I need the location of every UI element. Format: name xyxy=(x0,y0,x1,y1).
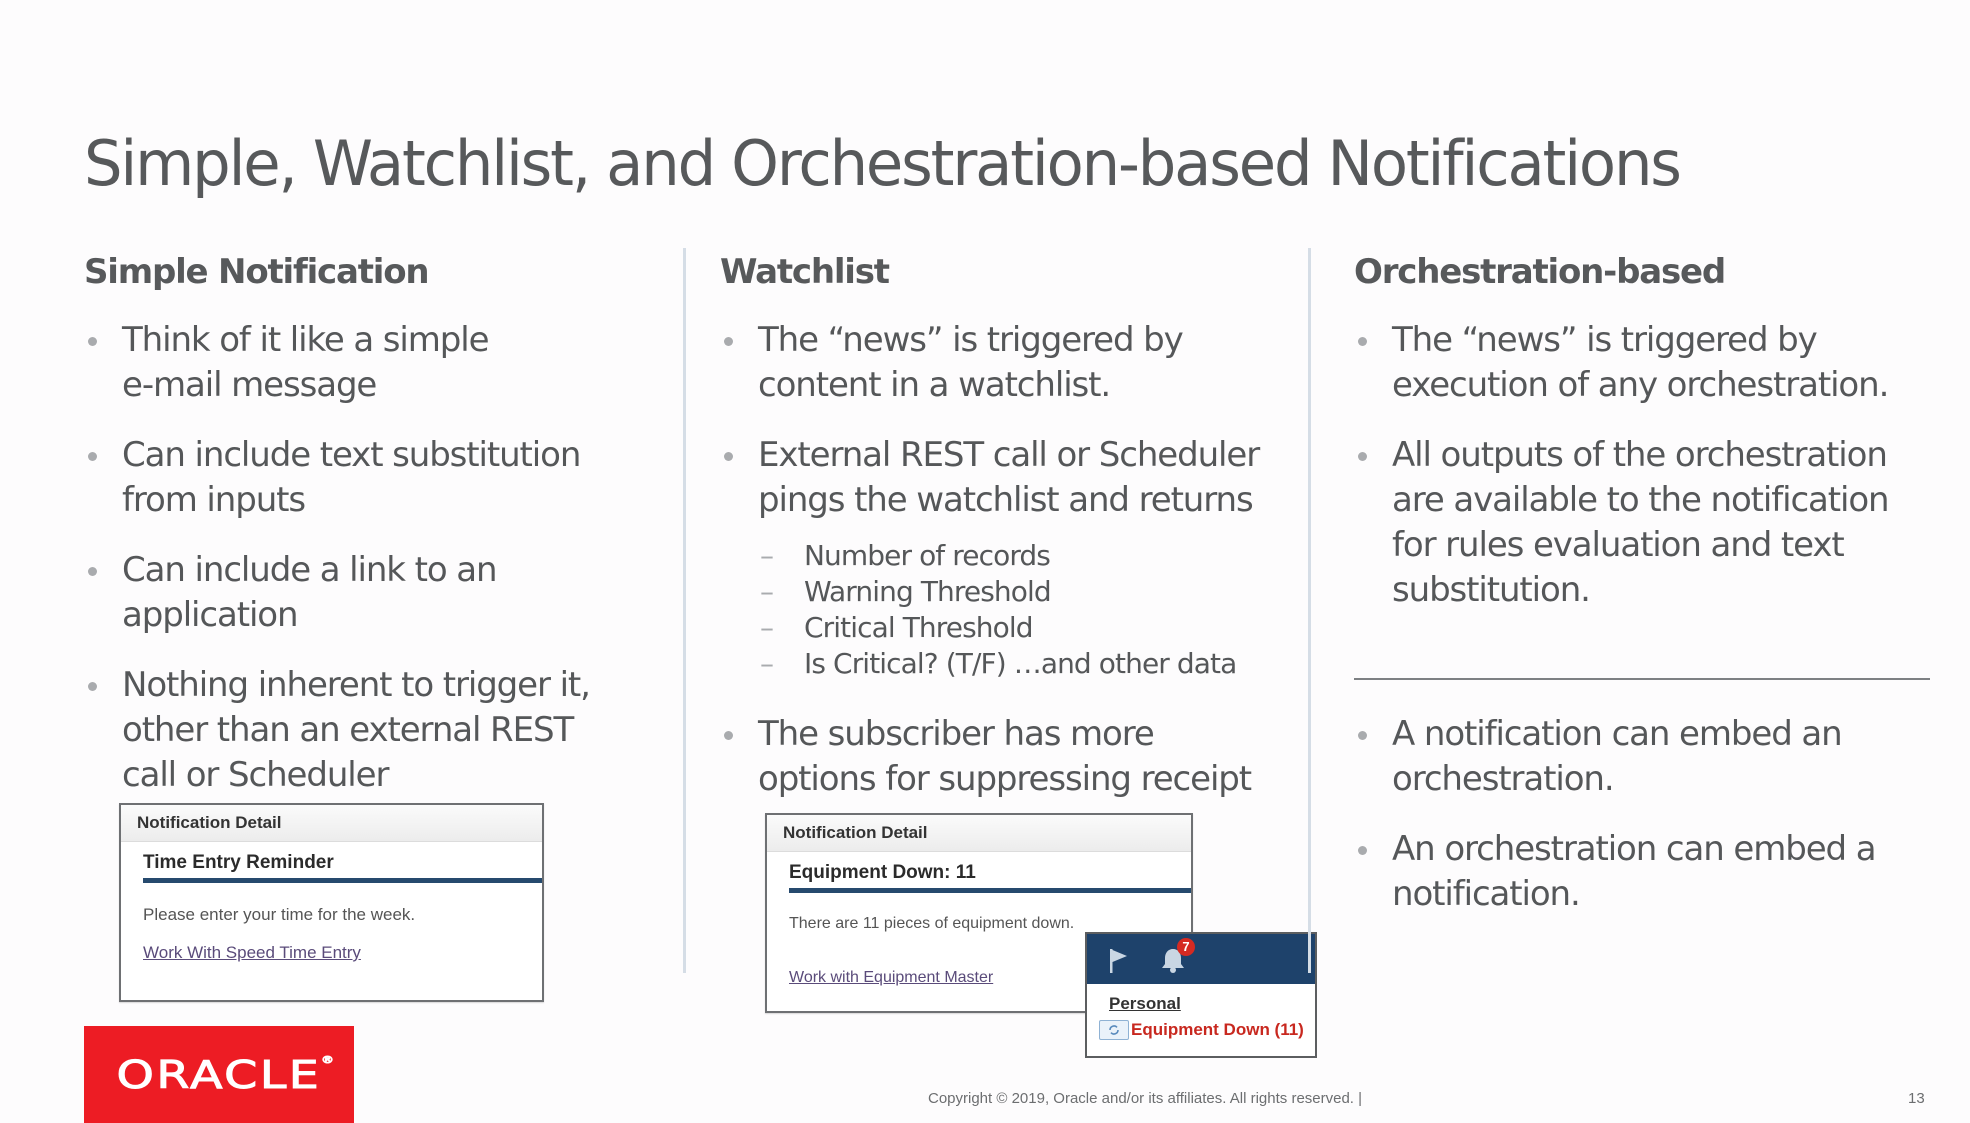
notification-detail-time-entry xyxy=(119,803,544,1002)
bullet-item xyxy=(720,433,1300,523)
bullet-line: are available to the notification xyxy=(1392,480,1889,520)
flag-icon[interactable] xyxy=(1109,948,1129,979)
column-heading-simple: Simple Notification xyxy=(84,252,429,292)
bullet-item xyxy=(84,548,664,638)
bullet-item xyxy=(84,318,664,408)
bullet-line: External REST call or Scheduler xyxy=(758,435,1260,475)
work-with-equipment-master-link[interactable]: Work with Equipment Master xyxy=(789,969,994,986)
bullet-line: The “news” is triggered by xyxy=(1392,320,1817,360)
bullet-line: call or Scheduler xyxy=(122,755,389,795)
watchlist-refresh-icon xyxy=(1099,1020,1129,1040)
watchlist-sub-bullet-list xyxy=(758,538,1236,682)
notification-title: Time Entry Reminder xyxy=(143,850,542,883)
bullet-item xyxy=(1354,827,1954,917)
bullet-line: for rules evaluation and text xyxy=(1392,525,1844,565)
popup-item-equipment-down[interactable] xyxy=(1099,1020,1315,1040)
notification-detail-header: Notification Detail xyxy=(121,805,542,842)
bullet-line: application xyxy=(122,595,298,635)
bullet-item xyxy=(1354,433,1954,613)
work-with-speed-time-entry-link[interactable]: Work With Speed Time Entry xyxy=(143,943,361,962)
notification-detail-header: Notification Detail xyxy=(767,815,1191,852)
popup-section-personal[interactable]: Personal xyxy=(1109,994,1181,1013)
bullet-item xyxy=(84,663,664,798)
bullet-item xyxy=(720,318,1300,408)
bullet-item xyxy=(720,712,1300,802)
bullet-line: e-mail message xyxy=(122,365,377,405)
notification-message: There are 11 pieces of equipment down. xyxy=(789,915,1075,932)
bullet-line: pings the watchlist and returns xyxy=(758,480,1253,520)
sub-bullet-item: – Warning Threshold xyxy=(758,574,1236,610)
bullet-line: from inputs xyxy=(122,480,306,520)
column-heading-watchlist: Watchlist xyxy=(720,252,889,292)
column-heading-orchestration: Orchestration-based xyxy=(1354,252,1725,292)
bullet-line: Think of it like a simple xyxy=(122,320,489,360)
bullet-item xyxy=(84,433,664,523)
bullet-line: A notification can embed an xyxy=(1392,714,1842,754)
column-divider xyxy=(683,248,686,973)
oracle-logo xyxy=(84,1026,354,1123)
bullet-line: The “news” is triggered by xyxy=(758,320,1183,360)
bullet-line: Can include a link to an xyxy=(122,550,497,590)
notifications-header-bar xyxy=(1087,934,1315,984)
column-divider xyxy=(1308,248,1311,973)
sub-bullet-item: – Is Critical? (T/F) …and other data xyxy=(758,646,1236,682)
bullet-line: Can include text substitution xyxy=(122,435,581,475)
notification-count-badge: 7 xyxy=(1177,938,1195,956)
bullet-line: An orchestration can embed a xyxy=(1392,829,1876,869)
bullet-line: execution of any orchestration. xyxy=(1392,365,1889,405)
bullet-line: Nothing inherent to trigger it, xyxy=(122,665,590,705)
bullet-line: content in a watchlist. xyxy=(758,365,1111,405)
slide-title: Simple, Watchlist, and Orchestration-based Notifications xyxy=(84,127,1680,200)
bullet-item xyxy=(1354,712,1954,802)
sub-bullet-item: – Critical Threshold xyxy=(758,610,1236,646)
bullet-line: options for suppressing receipt xyxy=(758,759,1251,799)
simple-bullet-list xyxy=(84,318,664,798)
page-number: 13 xyxy=(1908,1090,1925,1107)
popup-item-label: Equipment Down (11) xyxy=(1131,1020,1304,1039)
watchlist-bullet-list-2 xyxy=(720,712,1300,802)
bullet-item xyxy=(1354,318,1954,408)
orchestration-bullet-list xyxy=(1354,318,1954,613)
notifications-popup xyxy=(1085,932,1317,1058)
bullet-line: The subscriber has more xyxy=(758,714,1154,754)
notification-title: Equipment Down: 11 xyxy=(789,860,1191,893)
bullet-line: other than an external REST xyxy=(122,710,574,750)
notification-message: Please enter your time for the week. xyxy=(143,905,416,924)
oracle-logo-text: ORACLE ® xyxy=(116,1052,337,1097)
bullet-line: All outputs of the orchestration xyxy=(1392,435,1887,475)
copyright-text: Copyright © 2019, Oracle and/or its affiliates. All rights reserved. | xyxy=(928,1090,1363,1107)
bullet-line: notification. xyxy=(1392,874,1580,914)
sub-bullet-item: – Number of records xyxy=(758,538,1236,574)
watchlist-bullet-list xyxy=(720,318,1300,531)
orchestration-bullet-list-2 xyxy=(1354,712,1954,917)
bullet-line: substitution. xyxy=(1392,570,1590,610)
section-divider xyxy=(1354,678,1930,680)
bullet-line: orchestration. xyxy=(1392,759,1614,799)
